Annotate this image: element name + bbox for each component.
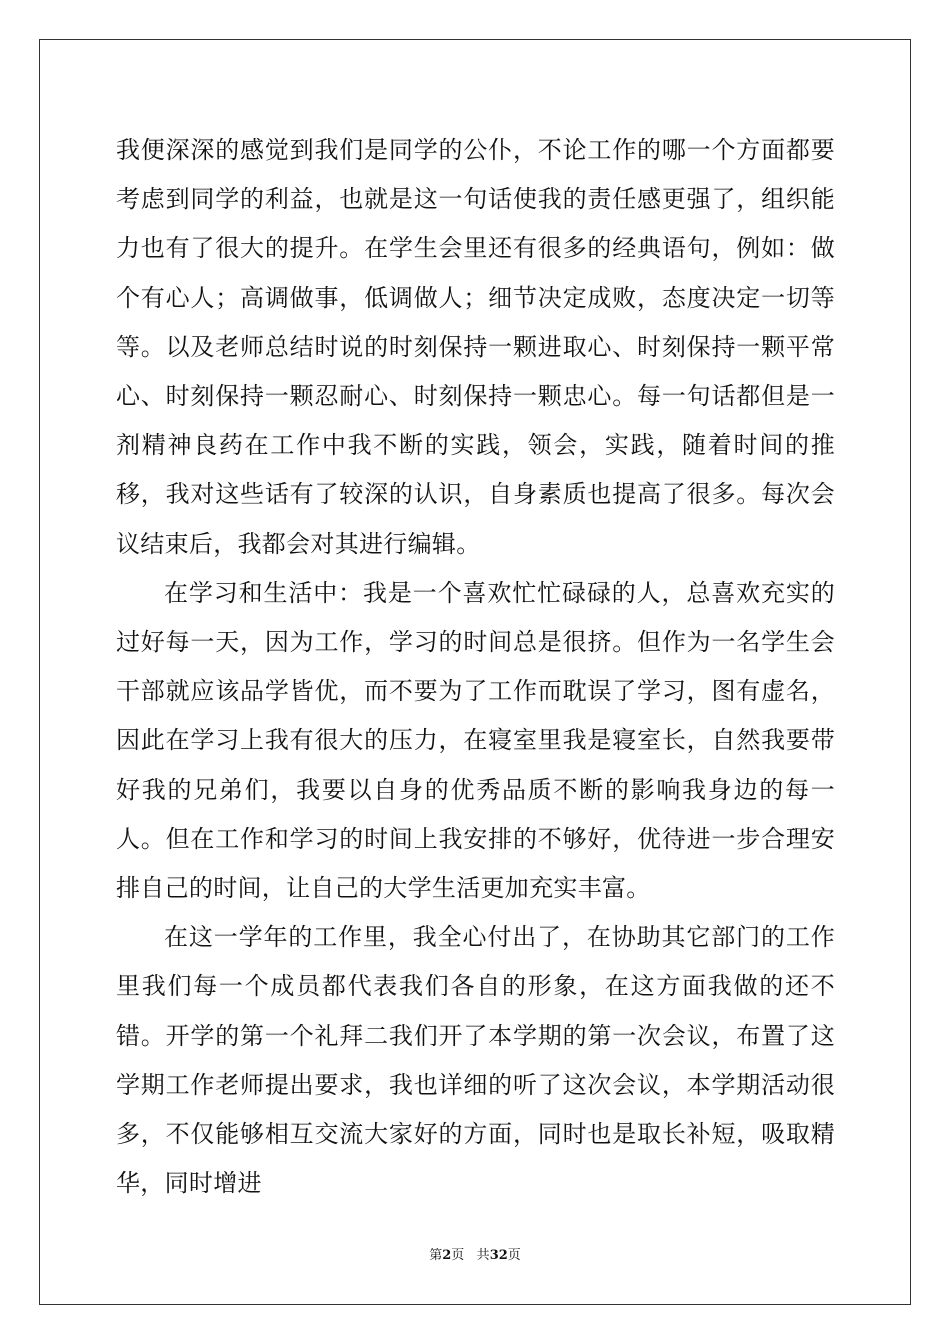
page-prefix: 第 — [429, 1248, 443, 1263]
total-suffix: 页 — [507, 1248, 521, 1263]
paragraph-1: 我便深深的感觉到我们是同学的公仆，不论工作的哪一个方面都要考虑到同学的利益，也就是这一句话使我的责任感更强了，组织能力也有了很大的提升。在学生会里还有很多的经典语句，例如：做个有心人；高调做事，低调做人；细节决定成败，态度决定一切等等。以及老师总结时说的时刻保持一颗进取心、时刻保持一颗平常心、时刻保持一颗忍耐心、时刻保持一颗忠心。每一句话都但是一剂精神良药在工作中我不断的实践，领会，实践，随着时间的推移，我对这些话有了较深的认识，自身素质也提高了很多。每次会议结束后，我都会对其进行编辑。 — [116, 136, 835, 558]
total-prefix: 共 — [476, 1248, 490, 1263]
paragraph-2: 在学习和生活中：我是一个喜欢忙忙碌碌的人，总喜欢充实的过好每一天，因为工作，学习的时间总是很挤。但作为一名学生会干部就应该品学皆优，而不要为了工作而耽误了学习，图有虚名，因此在学习上我有很大的压力，在寝室里我是寝室长，自然我要带好我的兄弟们，我要以自身的优秀品质不断的影响我身边的每一人。但在工作和学习的时间上我安排的不够好，优待进一步合理安排自己的时间，让自己的大学生活更加充实丰富。 — [116, 578, 835, 903]
page-suffix: 页 — [451, 1248, 465, 1263]
total-page-count: 32 — [489, 1248, 508, 1263]
page-footer — [0, 1246, 950, 1266]
current-page-number: 2 — [442, 1248, 452, 1263]
paragraph-3: 在这一学年的工作里，我全心付出了，在协助其它部门的工作里我们每一个成员都代表我们各自的形象，在这方面我做的还不错。开学的第一个礼拜二我们开了本学期的第一次会议，布置了这学期工作老师提出要求，我也详细的听了这次会议，本学期活动很多，不仅能够相互交流大家好的方面，同时也是取长补短，吸取精华，同时增进 — [116, 923, 835, 1198]
document-body — [116, 126, 835, 1208]
